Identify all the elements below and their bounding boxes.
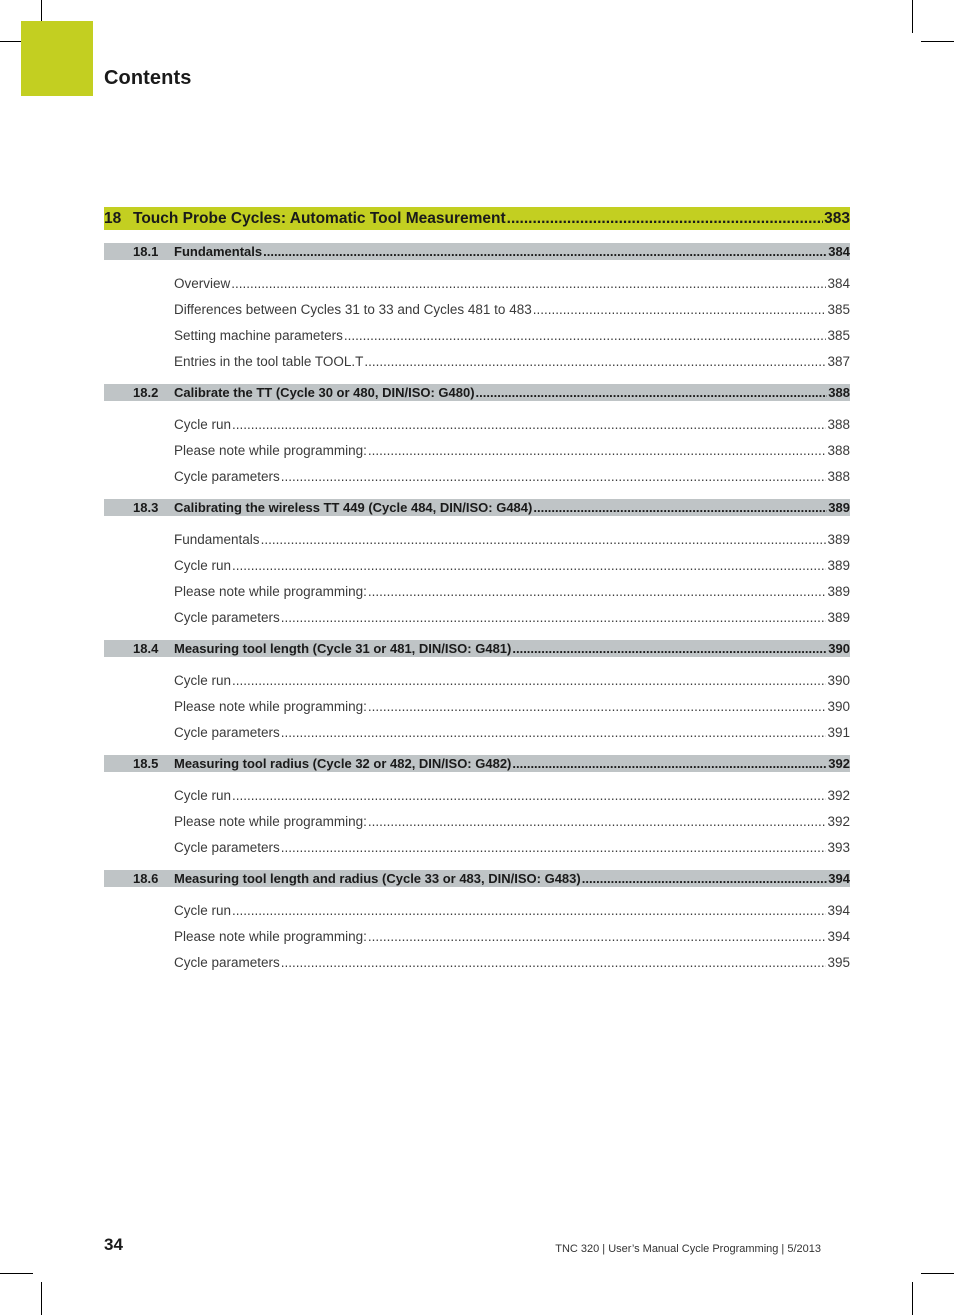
chapter-page: 383 (824, 209, 850, 227)
toc-entry-row[interactable] (104, 411, 850, 437)
section-page: 394 (828, 871, 850, 886)
dot-leader (368, 443, 827, 458)
toc-entry-row[interactable] (104, 604, 850, 630)
toc-entry-row[interactable] (104, 923, 850, 949)
crop-mark (921, 1273, 954, 1274)
entry-title: Overview (174, 275, 231, 291)
dot-leader (533, 500, 827, 515)
entry-title: Please note while programming: (174, 583, 367, 599)
dot-leader (281, 955, 827, 970)
toc-entry-row[interactable] (104, 348, 850, 374)
entry-page: 385 (827, 327, 850, 343)
entry-page: 387 (827, 353, 850, 369)
dot-leader (368, 699, 827, 714)
section-page: 392 (828, 756, 850, 771)
chapter-title: Touch Probe Cycles: Automatic Tool Measurement (133, 209, 506, 227)
entry-title: Please note while programming: (174, 698, 367, 714)
dot-leader (364, 354, 826, 369)
entry-title: Cycle parameters (174, 839, 280, 855)
toc-section-row[interactable] (104, 384, 850, 401)
dot-leader (507, 210, 823, 228)
entry-title: Fundamentals (174, 531, 260, 547)
entry-page: 395 (827, 954, 850, 970)
toc-entry-row[interactable] (104, 834, 850, 860)
toc-section-row[interactable] (104, 640, 850, 657)
chapter-number: 18 (104, 209, 122, 227)
toc-entry-row[interactable] (104, 270, 850, 296)
toc-section-row[interactable] (104, 755, 850, 772)
toc-entry-row[interactable] (104, 296, 850, 322)
entry-page: 394 (827, 928, 850, 944)
entry-title: Please note while programming: (174, 813, 367, 829)
entry-title: Cycle run (174, 416, 232, 432)
section-number: 18.5 (133, 756, 159, 771)
crop-mark (921, 41, 954, 42)
dot-leader (512, 756, 827, 771)
page-number: 34 (104, 1235, 123, 1254)
section-number: 18.3 (133, 500, 159, 515)
footer-text: TNC 320 | User’s Manual Cycle Programming | 5/2013 (555, 1243, 821, 1255)
toc-entry-row[interactable] (104, 719, 850, 745)
toc-section-row[interactable] (104, 499, 850, 516)
entry-title: Entries in the tool table TOOL.T (174, 353, 364, 369)
toc-entry-row[interactable] (104, 578, 850, 604)
dot-leader (231, 276, 826, 291)
section-title: Measuring tool length (Cycle 31 or 481, DIN/ISO: G481) (174, 641, 512, 656)
crop-mark (0, 1273, 33, 1274)
entry-title: Cycle parameters (174, 954, 280, 970)
entry-page: 392 (827, 813, 850, 829)
section-page: 384 (828, 244, 850, 259)
entry-title: Cycle run (174, 787, 232, 803)
dot-leader (368, 814, 827, 829)
toc-entry-row[interactable] (104, 526, 850, 552)
dot-leader (281, 840, 827, 855)
toc-entry-row[interactable] (104, 693, 850, 719)
section-page: 389 (828, 500, 850, 515)
entry-title: Please note while programming: (174, 442, 367, 458)
entry-page: 388 (827, 468, 850, 484)
crop-mark (41, 1282, 42, 1315)
section-page: 388 (828, 385, 850, 400)
entry-page: 389 (827, 531, 850, 547)
dot-leader (368, 929, 827, 944)
section-page: 390 (828, 641, 850, 656)
entry-title: Please note while programming: (174, 928, 367, 944)
dot-leader (261, 532, 827, 547)
dot-leader (281, 469, 827, 484)
page-title: Contents (104, 67, 192, 89)
entry-title: Cycle parameters (174, 468, 280, 484)
entry-page: 385 (827, 301, 850, 317)
entry-page: 384 (827, 275, 850, 291)
section-number: 18.4 (133, 641, 159, 656)
entry-page: 388 (827, 442, 850, 458)
toc-entry-row[interactable] (104, 897, 850, 923)
dot-leader (582, 871, 828, 886)
entry-title: Differences between Cycles 31 to 33 and Cycles 481 to 483 (174, 301, 532, 317)
entry-page: 390 (827, 672, 850, 688)
toc-entry-row[interactable] (104, 463, 850, 489)
dot-leader (344, 328, 827, 343)
dot-leader (232, 673, 826, 688)
dot-leader (281, 725, 827, 740)
entry-page: 389 (827, 583, 850, 599)
entry-title: Cycle parameters (174, 609, 280, 625)
section-title: Measuring tool length and radius (Cycle 33 or 483, DIN/ISO: G483) (174, 871, 581, 886)
section-number: 18.2 (133, 385, 159, 400)
section-title: Measuring tool radius (Cycle 32 or 482, DIN/ISO: G482) (174, 756, 512, 771)
dot-leader (512, 641, 827, 656)
crop-mark (912, 0, 913, 33)
dot-leader (232, 558, 826, 573)
toc-entry-row[interactable] (104, 782, 850, 808)
dot-leader (232, 903, 826, 918)
entry-title: Cycle run (174, 557, 232, 573)
table-of-contents (104, 207, 850, 975)
section-number: 18.6 (133, 871, 159, 886)
toc-entry-row[interactable] (104, 322, 850, 348)
entry-page: 389 (827, 557, 850, 573)
dot-leader (476, 385, 828, 400)
entry-page: 388 (827, 416, 850, 432)
toc-entry-row[interactable] (104, 949, 850, 975)
chapter-tab-block (21, 21, 93, 96)
dot-leader (533, 302, 827, 317)
dot-leader (232, 788, 826, 803)
entry-page: 394 (827, 902, 850, 918)
section-title: Calibrating the wireless TT 449 (Cycle 484, DIN/ISO: G484) (174, 500, 533, 515)
toc-entry-row[interactable] (104, 808, 850, 834)
toc-entry-row[interactable] (104, 667, 850, 693)
entry-page: 390 (827, 698, 850, 714)
entry-title: Setting machine parameters (174, 327, 343, 343)
entry-page: 393 (827, 839, 850, 855)
toc-entry-row[interactable] (104, 437, 850, 463)
section-title: Fundamentals (174, 244, 263, 259)
dot-leader (368, 584, 827, 599)
dot-leader (232, 417, 826, 432)
entry-page: 392 (827, 787, 850, 803)
section-number: 18.1 (133, 244, 159, 259)
toc-chapter-row[interactable] (104, 207, 850, 230)
dot-leader (281, 610, 827, 625)
entry-page: 391 (827, 724, 850, 740)
entry-title: Cycle run (174, 902, 232, 918)
toc-entry-row[interactable] (104, 552, 850, 578)
toc-section-row[interactable] (104, 870, 850, 887)
toc-section-row[interactable] (104, 243, 850, 260)
entry-title: Cycle run (174, 672, 232, 688)
section-title: Calibrate the TT (Cycle 30 or 480, DIN/ISO: G480) (174, 385, 475, 400)
entry-page: 389 (827, 609, 850, 625)
crop-mark (912, 1282, 913, 1315)
entry-title: Cycle parameters (174, 724, 280, 740)
dot-leader (263, 244, 827, 259)
